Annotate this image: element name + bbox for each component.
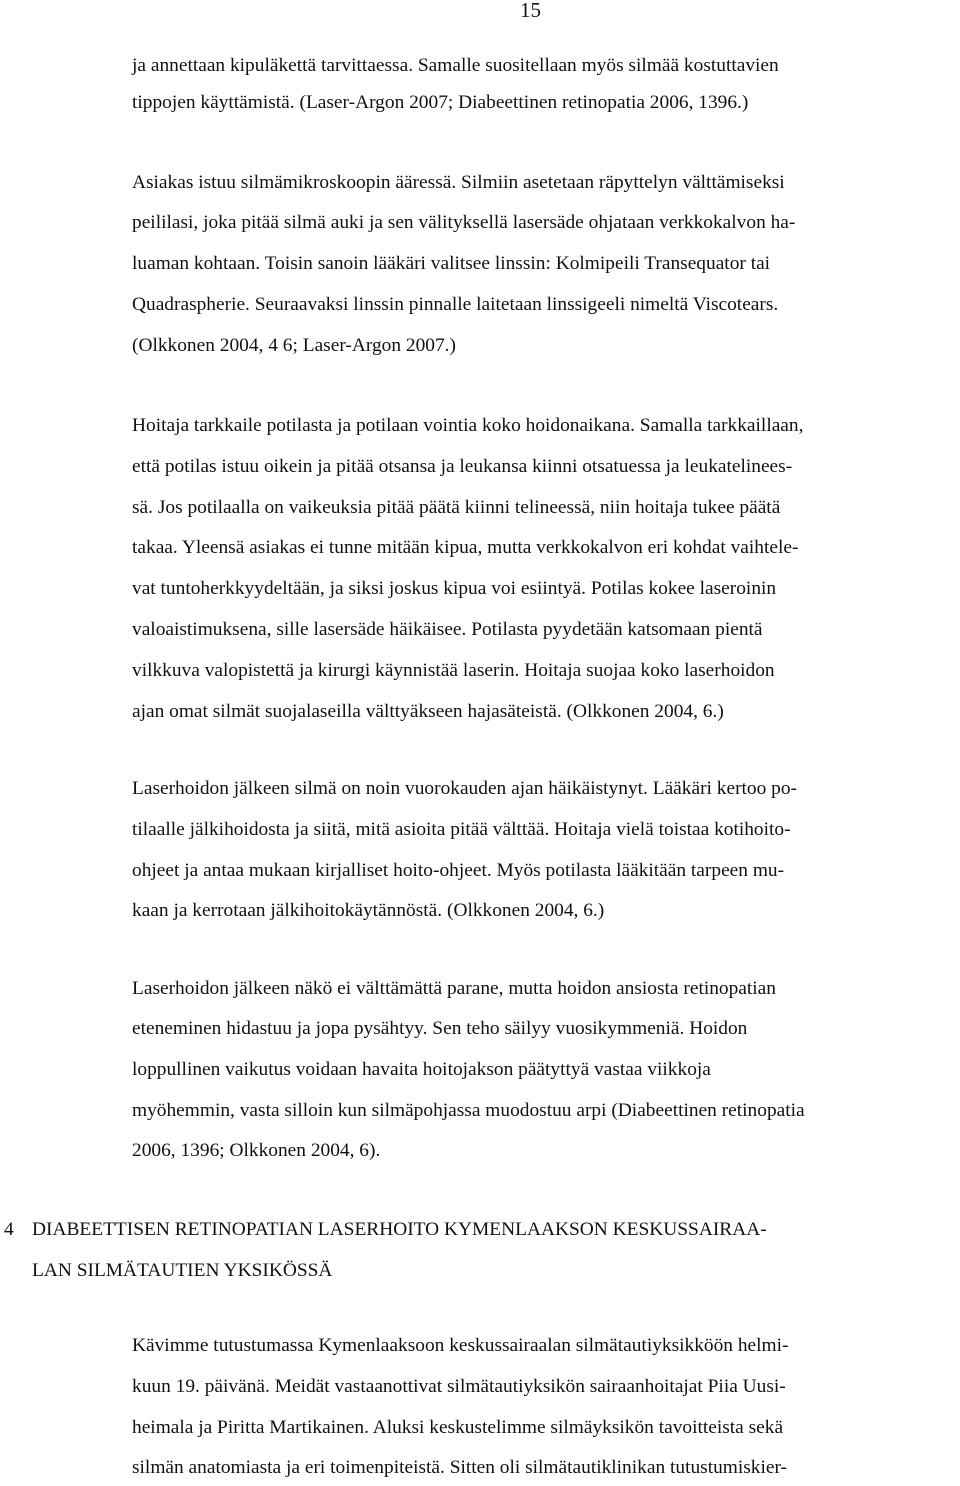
text-line: takaa. Yleensä asiakas ei tunne mitään kipua, mutta verkkokalvon eri kohdat vaihtele- <box>132 537 799 558</box>
text-line: heimala ja Piritta Martikainen. Aluksi keskustelimme silmäyksikön tavoitteista sekä <box>132 1417 784 1438</box>
text-line: Quadraspherie. Seuraavaksi linssin pinnalle laitetaan linssigeeli nimeltä Viscotears. <box>132 294 779 315</box>
text-line: kaan ja kerrotaan jälkihoitokäytännöstä. (Olkkonen 2004, 6.) <box>132 900 605 921</box>
text-line: silmän anatomiasta ja eri toimenpiteistä. Sitten oli silmätautiklinikan tutustumiskier- <box>132 1457 788 1478</box>
text-line: Kävimme tutustumassa Kymenlaaksoon keskussairaalan silmätautiyksikköön helmi- <box>132 1335 789 1356</box>
text-line: tilaalle jälkihoidosta ja siitä, mitä asioita pitää välttää. Hoitaja vielä toistaa kotihoito- <box>132 819 791 840</box>
text-line: 2006, 1396; Olkkonen 2004, 6). <box>132 1140 381 1161</box>
page-number: 15 <box>520 0 541 22</box>
text-line: (Olkkonen 2004, 4 6; Laser-Argon 2007.) <box>132 335 456 356</box>
text-line: vat tuntoherkkyydeltään, ja siksi joskus kipua voi esiintyä. Potilas kokee laseroinin <box>132 578 777 599</box>
text-line: sä. Jos potilaalla on vaikeuksia pitää päätä kiinni telineessä, niin hoitaja tukee päätä <box>132 497 781 518</box>
text-line: Asiakas istuu silmämikroskoopin ääressä. Silmiin asetetaan räpyttelyn välttämiseksi <box>132 172 785 193</box>
text-line: Laserhoidon jälkeen näkö ei välttämättä parane, mutta hoidon ansiosta retinopatian <box>132 978 776 999</box>
text-line: tippojen käyttämistä. (Laser-Argon 2007; Diabeettinen retinopatia 2006, 1396.) <box>132 92 749 113</box>
text-line: Laserhoidon jälkeen silmä on noin vuorokauden ajan häikäistynyt. Lääkäri kertoo po- <box>132 778 798 799</box>
text-line: valoaistimuksena, sille lasersäde häikäisee. Potilasta pyydetään katsomaan pientä <box>132 619 763 640</box>
text-line: myöhemmin, vasta silloin kun silmäpohjassa muodostuu arpi (Diabeettinen retinopatia <box>132 1100 805 1121</box>
text-line: loppullinen vaikutus voidaan havaita hoitojakson päätyttyä vastaa viikkoja <box>132 1059 711 1080</box>
text-line: ohjeet ja antaa mukaan kirjalliset hoito-ohjeet. Myös potilasta lääkitään tarpeen mu- <box>132 860 785 881</box>
text-line: ja annettaan kipuläkettä tarvittaessa. Samalle suositellaan myös silmää kostuttavien <box>132 55 779 76</box>
section-title-line: DIABEETTISEN RETINOPATIAN LASERHOITO KYMENLAAKSON KESKUSSAIRAA- <box>32 1219 767 1240</box>
text-line: vilkkuva valopistettä ja kirurgi käynnistää laserin. Hoitaja suojaa koko laserhoidon <box>132 660 775 681</box>
text-line: Hoitaja tarkkaile potilasta ja potilaan vointia koko hoidonaikana. Samalla tarkkaillaan, <box>132 415 804 436</box>
text-line: kuun 19. päivänä. Meidät vastaanottivat silmätautiyksikön sairaanhoitajat Piia Uusi- <box>132 1376 786 1397</box>
text-line: että potilas istuu oikein ja pitää otsansa ja leukansa kiinni otsatuessa ja leukatelinees- <box>132 456 793 477</box>
section-title-line: LAN SILMÄTAUTIEN YKSIKÖSSÄ <box>32 1260 333 1281</box>
text-line: ajan omat silmät suojalaseilla välttyäkseen hajasäteistä. (Olkkonen 2004, 6.) <box>132 701 724 722</box>
text-line: luaman kohtaan. Toisin sanoin lääkäri valitsee linssin: Kolmipeili Transequator tai <box>132 253 771 274</box>
text-line: eteneminen hidastuu ja jopa pysähtyy. Sen teho säilyy vuosikymmeniä. Hoidon <box>132 1018 748 1039</box>
section-number: 4 <box>4 1219 14 1240</box>
text-line: peililasi, joka pitää silmä auki ja sen välityksellä lasersäde ohjataan verkkokalvon ha- <box>132 212 796 233</box>
